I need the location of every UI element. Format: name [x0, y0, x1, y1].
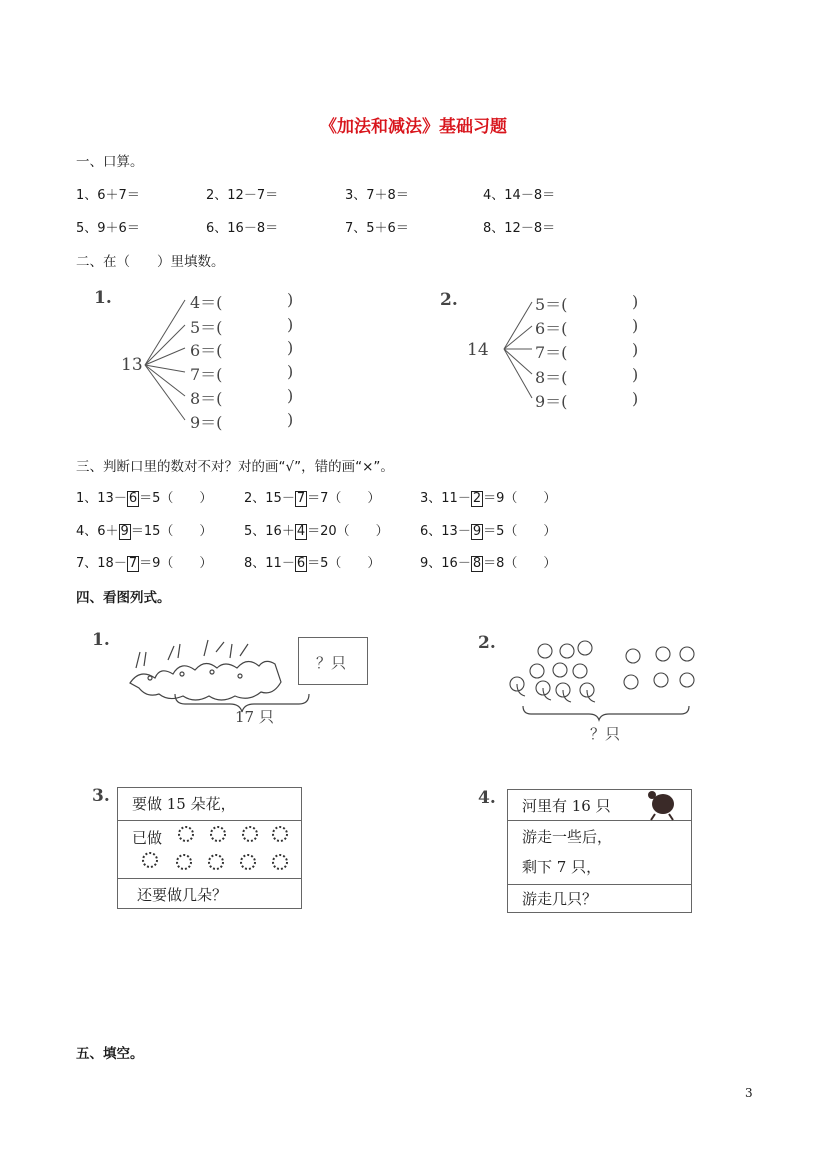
fill-row: 9＝(: [190, 413, 223, 432]
decomposition-diagram-14: [460, 286, 690, 416]
close-paren: ): [632, 316, 639, 335]
chicks-illustration: [505, 626, 705, 726]
close-paren: ): [632, 365, 639, 384]
section-4-heading: 四、看图列式。: [76, 590, 171, 606]
judge-item: 2、15－ 7 ＝7（ ）: [244, 491, 381, 506]
boxed-number: 8: [472, 556, 482, 571]
oral-item: 8、12－8＝: [483, 221, 556, 236]
boxed-number: 6: [128, 491, 138, 506]
brace: [523, 706, 689, 720]
problem-number: 1.: [94, 288, 112, 308]
boxed-number: 4: [296, 524, 306, 539]
fill-row: 4＝(: [190, 293, 223, 312]
duck-icon: [643, 788, 683, 824]
oral-item: 5、9＋6＝: [76, 221, 140, 236]
oral-item: 2、12－7＝: [206, 188, 279, 203]
close-paren: ): [287, 338, 294, 357]
judge-item: 8、11－ 6 ＝5（ ）: [244, 556, 381, 571]
problem-line: 游走一些后，: [522, 828, 613, 846]
fill-row: 7＝(: [190, 365, 223, 384]
boxed-number: 9: [472, 524, 482, 539]
oral-item: 3、7＋8＝: [345, 188, 409, 203]
problem-line: 游走几只？: [522, 890, 598, 908]
close-paren: ): [632, 340, 639, 359]
problem-line: 河里有 16 只: [522, 797, 611, 815]
section-3-heading: 三、判断口里的数对不对？对的画“√”，错的画“×”。: [76, 459, 394, 475]
close-paren: ): [632, 389, 639, 408]
close-paren: ): [287, 386, 294, 405]
fill-row: 6＝(: [535, 319, 568, 338]
oral-item: 6、16－8＝: [206, 221, 279, 236]
fill-row: 9＝(: [535, 392, 568, 411]
problem-number: 3.: [92, 786, 110, 806]
close-paren: ): [287, 315, 294, 334]
flowers-illustration: [130, 820, 298, 878]
page-number: 3: [745, 1086, 753, 1100]
problem-line: 要做 15 朵花，: [132, 795, 236, 813]
section-5-heading: 五、填空。: [76, 1046, 144, 1062]
problem-number: 2.: [478, 633, 496, 653]
question-box-label: ？只: [316, 654, 347, 672]
total-label: ？只: [590, 725, 621, 743]
close-paren: ): [632, 292, 639, 311]
fill-row: 5＝(: [535, 295, 568, 314]
judge-item: 5、16＋ 4 ＝20（ ）: [244, 524, 389, 539]
problem-number: 1.: [92, 630, 110, 650]
oral-item: 1、6＋7＝: [76, 188, 140, 203]
boxed-number: 9: [120, 524, 129, 539]
judge-item: 7、18－ 7 ＝9（ ）: [76, 556, 213, 571]
close-paren: ): [287, 290, 294, 309]
problem-number: 4.: [478, 788, 496, 808]
branch-lines: [145, 300, 185, 420]
judge-item: 4、6＋ 9 ＝15（ ）: [76, 524, 213, 539]
boxed-number: 7: [128, 556, 138, 571]
total-label: 17 只: [235, 708, 274, 726]
section-2-heading: 二、在（ ）里填数。: [76, 254, 225, 270]
fill-row: 5＝(: [190, 318, 223, 337]
fill-row: 8＝(: [190, 389, 223, 408]
page-title: 《加法和减法》基础习题: [320, 117, 507, 137]
problem-line: 还要做几朵？: [137, 886, 228, 904]
boxed-number: 6: [296, 556, 306, 571]
problem-line: 已做: [132, 829, 163, 847]
center-number: 14: [467, 340, 489, 360]
judge-item: 9、16－ 8 ＝8（ ）: [420, 556, 557, 571]
judge-item: 1、13－ 6 ＝5（ ）: [76, 491, 213, 506]
section-1-heading: 一、口算。: [76, 154, 144, 170]
close-paren: ): [287, 362, 294, 381]
branch-lines: [504, 302, 532, 398]
judge-item: 6、13－ 9 ＝5（ ）: [420, 524, 557, 539]
oral-item: 7、5＋6＝: [345, 221, 409, 236]
boxed-number: 2: [472, 491, 482, 506]
fill-row: 6＝(: [190, 341, 223, 360]
close-paren: ): [287, 410, 294, 429]
center-number: 13: [121, 355, 143, 375]
boxed-number: 7: [296, 491, 306, 506]
problem-number: 2.: [440, 290, 458, 310]
judge-item: 3、11－ 2 ＝9（ ）: [420, 491, 557, 506]
oral-item: 4、14－8＝: [483, 188, 556, 203]
fill-row: 7＝(: [535, 343, 568, 362]
problem-line: 剩下 7 只，: [522, 858, 602, 876]
fill-row: 8＝(: [535, 368, 568, 387]
